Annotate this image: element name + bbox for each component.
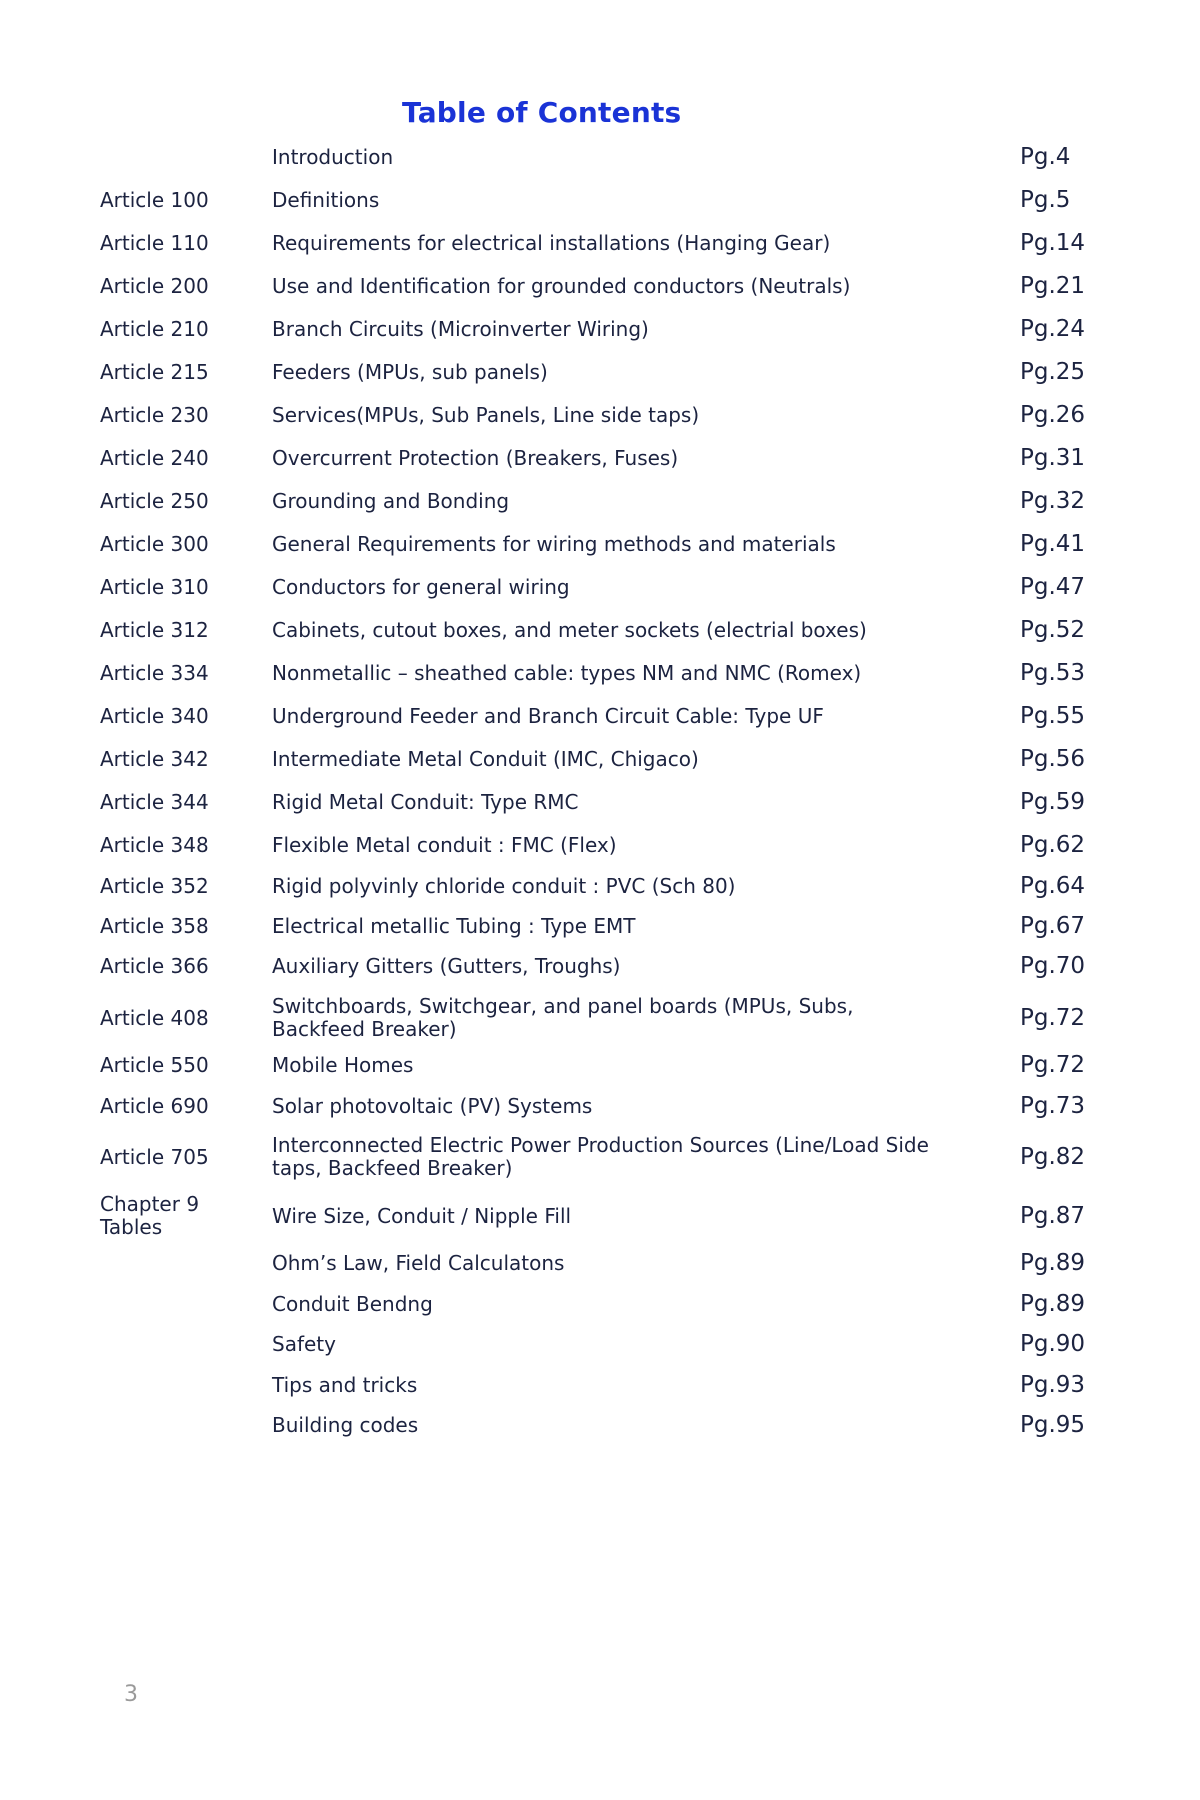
toc-article-label: Chapter 9 Tables	[100, 1192, 200, 1239]
toc-article-label: Article 348	[100, 833, 209, 857]
page-number-footer: 3	[124, 1682, 138, 1707]
toc-page-number[interactable]: Pg.62	[1020, 832, 1086, 858]
toc-entry-title[interactable]: Services(MPUs, Sub Panels, Line side taps)	[272, 403, 700, 427]
toc-page-number[interactable]: Pg.24	[1020, 316, 1086, 342]
toc-article-label: Article 550	[100, 1053, 209, 1077]
toc-entry-title[interactable]: Conductors for general wiring	[272, 575, 570, 599]
toc-entry-title[interactable]: Safety	[272, 1332, 336, 1356]
toc-page-number[interactable]: Pg.73	[1020, 1093, 1086, 1119]
toc-entry-title[interactable]: Introduction	[272, 145, 394, 169]
toc-entry-title[interactable]: Auxiliary Gitters (Gutters, Troughs)	[272, 954, 621, 978]
toc-page-number[interactable]: Pg.14	[1020, 230, 1086, 256]
toc-article-label: Article 240	[100, 446, 209, 470]
toc-entry-title[interactable]: Switchboards, Switchgear, and panel boards (MPUs, Subs, Backfeed Breaker)	[272, 994, 854, 1041]
toc-article-label: Article 344	[100, 790, 209, 814]
toc-page-number[interactable]: Pg.70	[1020, 953, 1086, 979]
toc-entry-title[interactable]: General Requirements for wiring methods and materials	[272, 532, 836, 556]
toc-page-number[interactable]: Pg.82	[1020, 1144, 1086, 1170]
toc-article-label: Article 210	[100, 317, 209, 341]
toc-article-label: Article 340	[100, 704, 209, 728]
toc-entry-title[interactable]: Solar photovoltaic (PV) Systems	[272, 1094, 593, 1118]
toc-page-number[interactable]: Pg.21	[1020, 273, 1086, 299]
page-title: Table of Contents	[402, 96, 682, 129]
toc-article-label: Article 312	[100, 618, 209, 642]
toc-article-label: Article 352	[100, 874, 209, 898]
toc-entry-title[interactable]: Definitions	[272, 188, 380, 212]
toc-page-number[interactable]: Pg.41	[1020, 531, 1086, 557]
toc-entry-title[interactable]: Intermediate Metal Conduit (IMC, Chigaco)	[272, 747, 699, 771]
toc-entry-title[interactable]: Ohm’s Law, Field Calculatons	[272, 1251, 565, 1275]
toc-page-number[interactable]: Pg.53	[1020, 660, 1086, 686]
toc-page-number[interactable]: Pg.56	[1020, 746, 1086, 772]
toc-entry-title[interactable]: Branch Circuits (Microinverter Wiring)	[272, 317, 649, 341]
toc-article-label: Article 230	[100, 403, 209, 427]
toc-page-number[interactable]: Pg.95	[1020, 1412, 1086, 1438]
toc-page-number[interactable]: Pg.32	[1020, 488, 1086, 514]
toc-page-number[interactable]: Pg.64	[1020, 873, 1086, 899]
toc-article-label: Article 358	[100, 914, 209, 938]
toc-entry-title[interactable]: Flexible Metal conduit : FMC (Flex)	[272, 833, 617, 857]
toc-entry-title[interactable]: Nonmetallic – sheathed cable: types NM and NMC (Romex)	[272, 661, 862, 685]
toc-page-number[interactable]: Pg.59	[1020, 789, 1086, 815]
toc-entry-title[interactable]: Grounding and Bonding	[272, 489, 510, 513]
toc-entry-title[interactable]: Feeders (MPUs, sub panels)	[272, 360, 548, 384]
toc-page-number[interactable]: Pg.26	[1020, 402, 1086, 428]
toc-article-label: Article 110	[100, 231, 209, 255]
toc-page-number[interactable]: Pg.87	[1020, 1203, 1086, 1229]
toc-entry-title[interactable]: Underground Feeder and Branch Circuit Cable: Type UF	[272, 704, 824, 728]
toc-entry-title[interactable]: Electrical metallic Tubing : Type EMT	[272, 914, 636, 938]
toc-article-label: Article 334	[100, 661, 209, 685]
toc-article-label: Article 300	[100, 532, 209, 556]
toc-entry-title[interactable]: Rigid polyvinly chloride conduit : PVC (Sch 80)	[272, 874, 736, 898]
toc-page-number[interactable]: Pg.52	[1020, 617, 1086, 643]
toc-article-label: Article 690	[100, 1094, 209, 1118]
toc-page-number[interactable]: Pg.72	[1020, 1052, 1086, 1078]
toc-page-number[interactable]: Pg.5	[1020, 187, 1071, 213]
toc-page-number[interactable]: Pg.72	[1020, 1005, 1086, 1031]
toc-entry-title[interactable]: Conduit Bendng	[272, 1292, 433, 1316]
toc-page-number[interactable]: Pg.67	[1020, 913, 1086, 939]
toc-page-number[interactable]: Pg.31	[1020, 445, 1086, 471]
toc-entry-title[interactable]: Requirements for electrical installations (Hanging Gear)	[272, 231, 831, 255]
toc-entry-title[interactable]: Overcurrent Protection (Breakers, Fuses)	[272, 446, 679, 470]
toc-entry-title[interactable]: Wire Size, Conduit / Nipple Fill	[272, 1204, 572, 1228]
toc-article-label: Article 310	[100, 575, 209, 599]
toc-entry-title[interactable]: Cabinets, cutout boxes, and meter sockets (electrial boxes)	[272, 618, 867, 642]
toc-entry-title[interactable]: Building codes	[272, 1413, 419, 1437]
toc-page-number[interactable]: Pg.25	[1020, 359, 1086, 385]
toc-page-number[interactable]: Pg.93	[1020, 1372, 1086, 1398]
toc-article-label: Article 366	[100, 954, 209, 978]
toc-entry-title[interactable]: Tips and tricks	[272, 1373, 418, 1397]
toc-article-label: Article 342	[100, 747, 209, 771]
toc-entry-title[interactable]: Interconnected Electric Power Production Sources (Line/Load Side taps, Backfeed Breaker)	[272, 1133, 929, 1180]
toc-page-number[interactable]: Pg.55	[1020, 703, 1086, 729]
toc-article-label: Article 100	[100, 188, 209, 212]
toc-article-label: Article 250	[100, 489, 209, 513]
toc-page-number[interactable]: Pg.89	[1020, 1250, 1086, 1276]
toc-entry-title[interactable]: Rigid Metal Conduit: Type RMC	[272, 790, 579, 814]
toc-article-label: Article 408	[100, 1006, 209, 1030]
toc-page-number[interactable]: Pg.4	[1020, 144, 1071, 170]
toc-page-number[interactable]: Pg.90	[1020, 1331, 1086, 1357]
toc-article-label: Article 215	[100, 360, 209, 384]
toc-article-label: Article 705	[100, 1145, 209, 1169]
toc-entry-title[interactable]: Mobile Homes	[272, 1053, 414, 1077]
toc-page-number[interactable]: Pg.47	[1020, 574, 1086, 600]
toc-article-label: Article 200	[100, 274, 209, 298]
toc-page-number[interactable]: Pg.89	[1020, 1291, 1086, 1317]
toc-entry-title[interactable]: Use and Identification for grounded conductors (Neutrals)	[272, 274, 851, 298]
